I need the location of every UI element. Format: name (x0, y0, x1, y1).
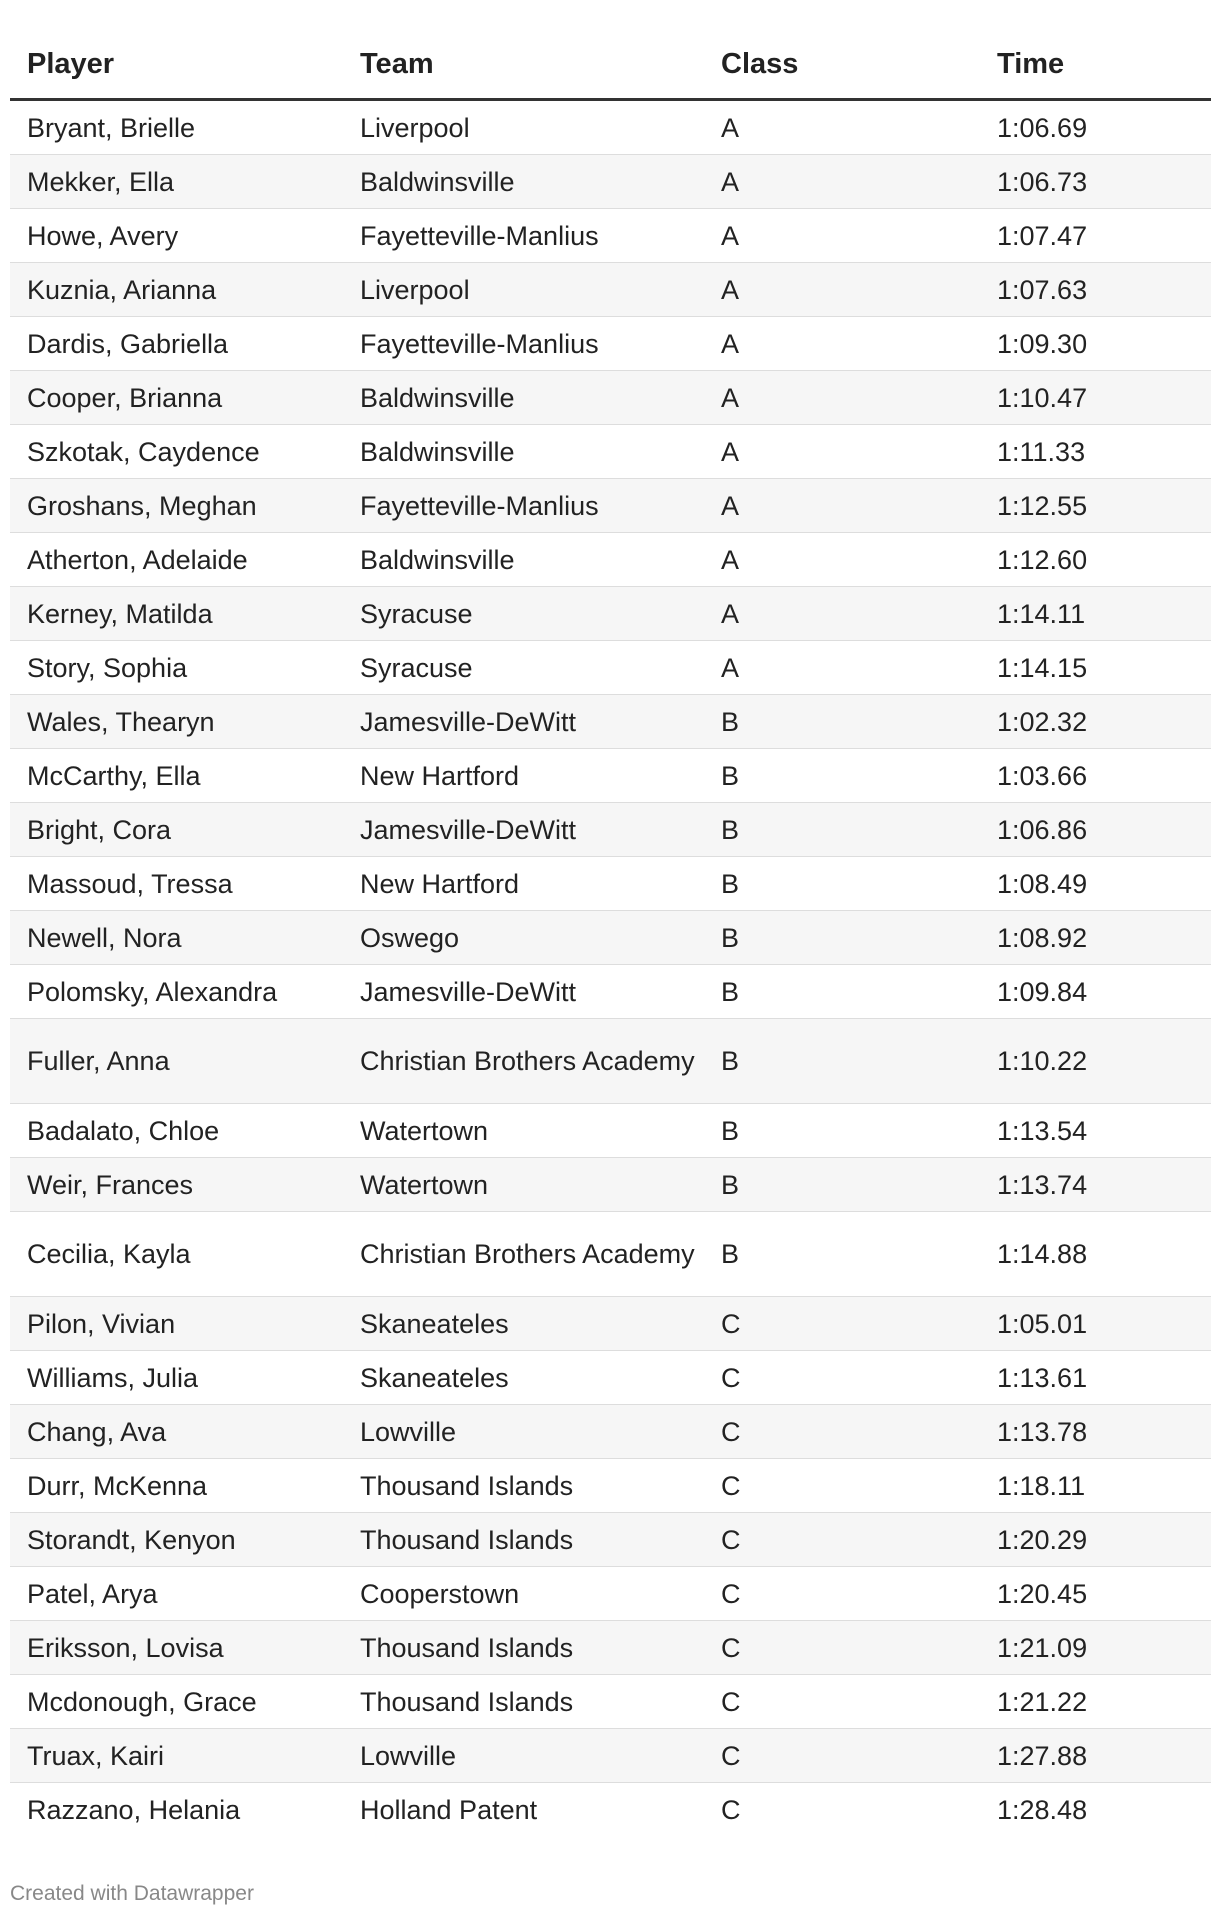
cell-class: B (704, 749, 980, 803)
cell-time: 1:18.11 (980, 1459, 1211, 1513)
table-row (10, 857, 1211, 911)
cell-time: 1:14.88 (980, 1212, 1211, 1297)
cell-team: Watertown (343, 1158, 704, 1212)
cell-class: B (704, 1104, 980, 1158)
cell-class: C (721, 1794, 741, 1825)
cell-team: Skaneateles (343, 1297, 704, 1351)
cell-player: Badalato, Chloe (10, 1104, 343, 1158)
table-row (10, 1351, 1211, 1405)
cell-team: Oswego (343, 911, 704, 965)
cell-player: Szkotak, Caydence (10, 425, 343, 479)
cell-team: Fayetteville-Manlius (343, 209, 704, 263)
cell-class: B (704, 857, 980, 911)
table-row (10, 587, 1211, 641)
table-row (10, 749, 1211, 803)
cell-player: Williams, Julia (10, 1351, 343, 1405)
cell-class: A (704, 263, 980, 317)
cell-player: Pilon, Vivian (10, 1297, 343, 1351)
column-header-class[interactable]: Class (704, 30, 980, 100)
cell-team: Syracuse (343, 587, 704, 641)
cell-team: Liverpool (343, 263, 704, 317)
table-row (10, 1513, 1211, 1567)
cell-time: 1:09.30 (980, 317, 1211, 371)
table-row (10, 425, 1211, 479)
cell-time: 1:05.01 (980, 1297, 1211, 1351)
cell-player: Groshans, Meghan (10, 479, 343, 533)
cell-time: 1:13.74 (980, 1158, 1211, 1212)
cell-team: Jamesville-DeWitt (343, 965, 704, 1019)
cell-player: Mekker, Ella (10, 155, 343, 209)
cell-player: Cecilia, Kayla (10, 1212, 343, 1297)
datawrapper-credit[interactable]: Created with Datawrapper (10, 1882, 254, 1905)
cell-class: B (704, 911, 980, 965)
cell-class: B (704, 695, 980, 749)
cell-player: Bright, Cora (10, 803, 343, 857)
cell-team: Syracuse (343, 641, 704, 695)
cell-player: Eriksson, Lovisa (10, 1621, 343, 1675)
cell-player: Truax, Kairi (10, 1729, 343, 1783)
table-row (10, 533, 1211, 587)
table-row (10, 1212, 1211, 1297)
table-row (10, 155, 1211, 209)
cell-time: 1:06.73 (980, 155, 1211, 209)
cell-team: Baldwinsville (343, 533, 704, 587)
cell-player: Bryant, Brielle (10, 100, 343, 155)
cell-time: 1:12.55 (980, 479, 1211, 533)
cell-team: Fayetteville-Manlius (343, 317, 704, 371)
cell-time: 1:10.47 (980, 371, 1211, 425)
cell-class: C (704, 1459, 980, 1513)
cell-class: B (704, 803, 980, 857)
cell-player: Chang, Ava (10, 1405, 343, 1459)
table-row (10, 1297, 1211, 1351)
table-row (10, 1104, 1211, 1158)
cell-time: 1:20.29 (980, 1513, 1211, 1567)
cell-team: Watertown (343, 1104, 704, 1158)
cell-time: 1:08.92 (980, 911, 1211, 965)
cell-class: C (704, 1567, 980, 1621)
cell-class: C (704, 1675, 980, 1729)
table-row (10, 1675, 1211, 1729)
column-header-player[interactable]: Player (10, 30, 343, 100)
cell-class: A (704, 587, 980, 641)
table-row (10, 317, 1211, 371)
cell-time: 1:28.48 (997, 1794, 1088, 1825)
cell-team: Lowville (343, 1405, 704, 1459)
cell-class: C (704, 1405, 980, 1459)
table-row (10, 100, 1211, 155)
cell-player: Durr, McKenna (10, 1459, 343, 1513)
cell-time: 1:07.47 (980, 209, 1211, 263)
cell-player: McCarthy, Ella (10, 749, 343, 803)
table-row (10, 1019, 1211, 1104)
cell-class: C (704, 1351, 980, 1405)
cell-team: Lowville (343, 1729, 704, 1783)
cell-class: A (704, 425, 980, 479)
cell-time: 1:13.61 (980, 1351, 1211, 1405)
cell-time: 1:08.49 (980, 857, 1211, 911)
cell-team: Thousand Islands (343, 1459, 704, 1513)
cell-class: C (704, 1297, 980, 1351)
cell-team: Jamesville-DeWitt (343, 803, 704, 857)
table-body (10, 100, 1211, 1837)
cell-class: A (704, 317, 980, 371)
cell-player: Newell, Nora (10, 911, 343, 965)
cell-time: 1:20.45 (980, 1567, 1211, 1621)
cell-team: Holland Patent (360, 1794, 538, 1825)
cell-time: 1:14.15 (980, 641, 1211, 695)
cell-class: A (704, 479, 980, 533)
cell-time: 1:13.78 (980, 1405, 1211, 1459)
cell-time: 1:10.22 (980, 1019, 1211, 1104)
table-row (10, 1158, 1211, 1212)
column-header-time[interactable]: Time (980, 30, 1211, 100)
cell-time: 1:09.84 (980, 965, 1211, 1019)
cell-time: 1:02.32 (980, 695, 1211, 749)
cell-class: A (704, 209, 980, 263)
cell-time: 1:03.66 (980, 749, 1211, 803)
cell-team: Christian Brothers Academy (343, 1019, 704, 1104)
table-row (10, 695, 1211, 749)
cell-player: Howe, Avery (10, 209, 343, 263)
cell-player: Mcdonough, Grace (10, 1675, 343, 1729)
cell-team: Baldwinsville (343, 155, 704, 209)
cell-team: Baldwinsville (343, 425, 704, 479)
cell-class: A (704, 533, 980, 587)
cell-player: Fuller, Anna (10, 1019, 343, 1104)
cell-team: Fayetteville-Manlius (343, 479, 704, 533)
cell-team: Cooperstown (343, 1567, 704, 1621)
cell-player: Dardis, Gabriella (10, 317, 343, 371)
table-row (10, 1729, 1211, 1783)
cell-time: 1:21.09 (980, 1621, 1211, 1675)
cell-class: A (704, 155, 980, 209)
cell-time: 1:14.11 (980, 587, 1211, 641)
cell-class: B (704, 965, 980, 1019)
table-row (10, 965, 1211, 1019)
cell-team: Thousand Islands (343, 1675, 704, 1729)
cell-class: C (704, 1729, 980, 1783)
cell-team: New Hartford (343, 857, 704, 911)
cell-class: C (704, 1513, 980, 1567)
cell-player: Story, Sophia (10, 641, 343, 695)
cell-player: Kerney, Matilda (10, 587, 343, 641)
cell-team: Thousand Islands (343, 1513, 704, 1567)
cell-player: Atherton, Adelaide (10, 533, 343, 587)
cell-team: Thousand Islands (343, 1621, 704, 1675)
cell-time: 1:21.22 (980, 1675, 1211, 1729)
column-header-team[interactable]: Team (343, 30, 704, 100)
cell-time: 1:11.33 (980, 425, 1211, 479)
header-row (10, 30, 1211, 100)
table-row (10, 1567, 1211, 1621)
cell-time: 1:12.60 (980, 533, 1211, 587)
cell-player: Kuznia, Arianna (10, 263, 343, 317)
cell-class: A (704, 641, 980, 695)
cell-player: Weir, Frances (10, 1158, 343, 1212)
table-row (10, 803, 1211, 857)
cell-class: B (704, 1019, 980, 1104)
cell-class: B (704, 1212, 980, 1297)
table-row (10, 479, 1211, 533)
cell-time: 1:27.88 (980, 1729, 1211, 1783)
cell-team: Baldwinsville (343, 371, 704, 425)
cell-player: Polomsky, Alexandra (10, 965, 343, 1019)
table-row (10, 1621, 1211, 1675)
table-row (10, 911, 1211, 965)
cell-class: A (704, 100, 980, 155)
cell-class: B (704, 1158, 980, 1212)
cell-time: 1:06.69 (980, 100, 1211, 155)
table-row (10, 1783, 1211, 1837)
cell-player: Massoud, Tressa (10, 857, 343, 911)
cell-player: Storandt, Kenyon (10, 1513, 343, 1567)
table-row (10, 263, 1211, 317)
table-row (10, 371, 1211, 425)
cell-player: Wales, Thearyn (10, 695, 343, 749)
cell-class: C (704, 1621, 980, 1675)
table-row (10, 641, 1211, 695)
table-header (10, 30, 1211, 100)
cell-player: Razzano, Helania (27, 1794, 241, 1825)
table-row (10, 1405, 1211, 1459)
cell-team: Skaneateles (343, 1351, 704, 1405)
table-row (10, 1459, 1211, 1513)
table-row (10, 209, 1211, 263)
results-table (10, 30, 1211, 1836)
cell-time: 1:13.54 (980, 1104, 1211, 1158)
cell-team: Jamesville-DeWitt (343, 695, 704, 749)
cell-player: Patel, Arya (10, 1567, 343, 1621)
cell-team: Liverpool (343, 100, 704, 155)
cell-time: 1:06.86 (980, 803, 1211, 857)
cell-team: Christian Brothers Academy (343, 1212, 704, 1297)
results-table-container (10, 30, 1211, 1836)
cell-team: New Hartford (343, 749, 704, 803)
cell-class: A (704, 371, 980, 425)
cell-time: 1:07.63 (980, 263, 1211, 317)
cell-player: Cooper, Brianna (10, 371, 343, 425)
